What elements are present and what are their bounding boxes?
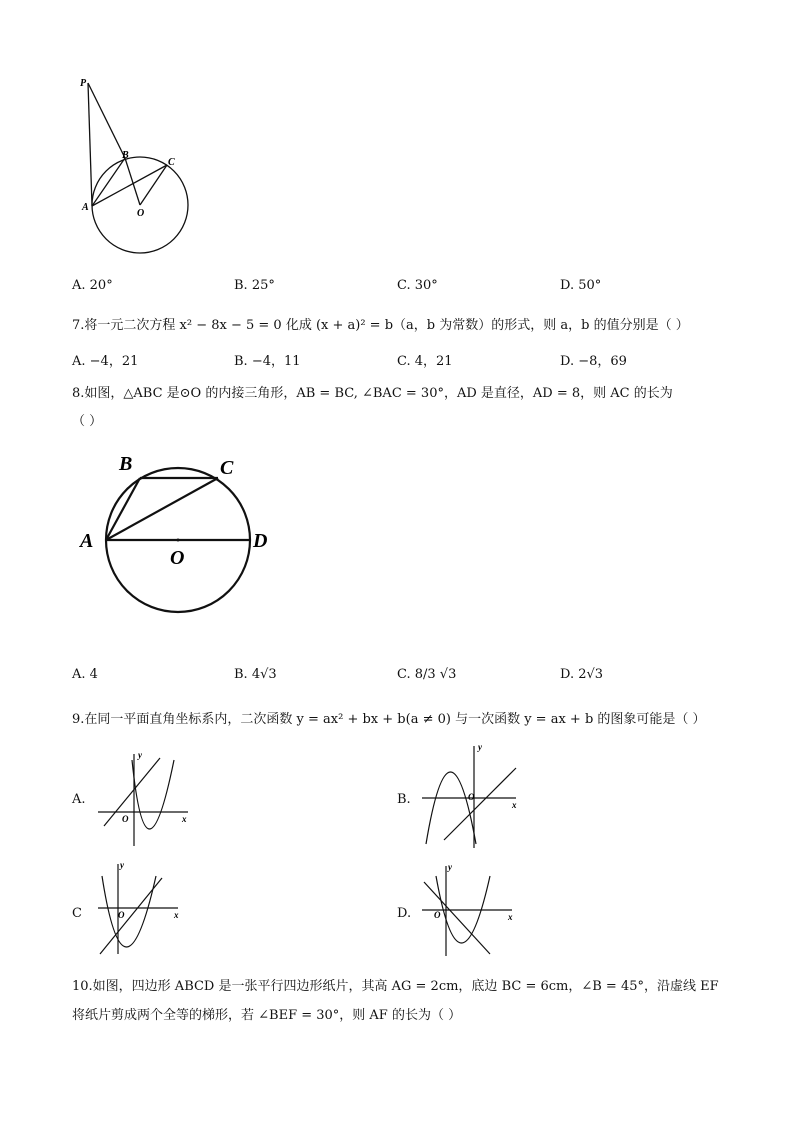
q9-option-a-label[interactable]: A. [72,792,86,807]
q6-option-c[interactable]: C. 30° [397,278,438,293]
q6-line-ab [92,158,125,206]
q9a-label-y: y [138,750,142,760]
q9a-label-o: O [122,814,129,824]
q9c-label-o: O [118,910,125,920]
q8-label-a: A [80,530,94,552]
q8-label-c: C [220,457,234,479]
q8-stem-line2: （ ） [72,414,103,429]
q7-option-d[interactable]: D. −8，69 [560,354,627,369]
q9c-label-y: y [120,860,124,870]
q7-option-b[interactable]: B. −4，11 [234,354,301,369]
q8-label-o: O [170,547,185,569]
q9c-parabola [102,876,156,947]
q10-line2: 将纸片剪成两个全等的梯形，若 ∠BEF = 30°，则 AF 的长为（ ） [72,1008,462,1023]
q9-option-b-label[interactable]: B. [397,792,411,807]
q7-option-c[interactable]: C. 4，21 [397,354,453,369]
q6-label-b: B [122,150,129,161]
q9a-label-x: x [182,814,187,824]
q6-line-pa [88,83,92,206]
q6-label-c: C [168,157,175,168]
q6-line-oc [140,165,167,205]
q8-option-b[interactable]: B. 4√3 [234,667,277,682]
q7-stem: 7.将一元二次方程 x² − 8x − 5 = 0 化成 (x + a)² = b（a，b 为常数）的形式，则 a，b 的值分别是（ ） [72,318,689,333]
q9b-label-y: y [478,742,482,752]
q9-option-d-label[interactable]: D. [397,906,412,921]
q9a-line [104,758,160,826]
q9-stem: 9.在同一平面直角坐标系内，二次函数 y = ax² + bx + b(a ≠ 0) 与一次函数 y = ax + b 的图象可能是（ ） [72,712,706,727]
q10-line1: 10.如图，四边形 ABCD 是一张平行四边形纸片，其高 AG = 2cm，底边 BC = 6cm，∠B = 45°，沿虚线 EF [72,979,719,994]
q9b-label-x: x [512,800,517,810]
q9-graph-b[interactable] [420,740,530,850]
q8-label-b: B [119,453,133,475]
q6-label-o: O [137,208,145,219]
q6-label-a: A [82,202,89,213]
q9d-label-y: y [448,862,452,872]
q8-figure [72,448,292,618]
q8-option-d[interactable]: D. 2√3 [560,667,604,682]
q6-option-a[interactable]: A. 20° [72,278,113,293]
q6-line-pb [88,83,125,158]
q8-label-d: D [253,530,268,552]
q9b-label-o: O [468,792,475,802]
q9-graph-c[interactable] [96,858,186,958]
q7-option-a[interactable]: A. −4，21 [72,354,139,369]
q9d-label-o: O [434,910,441,920]
q6-figure [70,70,200,260]
q6-option-b[interactable]: B. 25° [234,278,275,293]
q8-stem-line1: 8.如图，△ABC 是⊙O 的内接三角形，AB = BC, ∠BAC = 30°，AD 是直径，AD = 8，则 AC 的长为 [72,386,673,401]
q9a-parabola [132,760,174,829]
q6-label-p: P [80,78,87,89]
q9-graph-a[interactable] [96,748,196,848]
q9-option-c-label[interactable]: C [72,906,82,921]
q8-option-c[interactable]: C. 8/3 √3 [397,667,457,682]
q9-graph-d[interactable] [420,860,520,960]
q9c-label-x: x [174,910,179,920]
q6-option-d[interactable]: D. 50° [560,278,602,293]
q8-center-dot [177,539,180,542]
q8-option-a[interactable]: A. 4 [72,667,98,682]
q9d-label-x: x [508,912,513,922]
q9b-line [444,768,516,840]
